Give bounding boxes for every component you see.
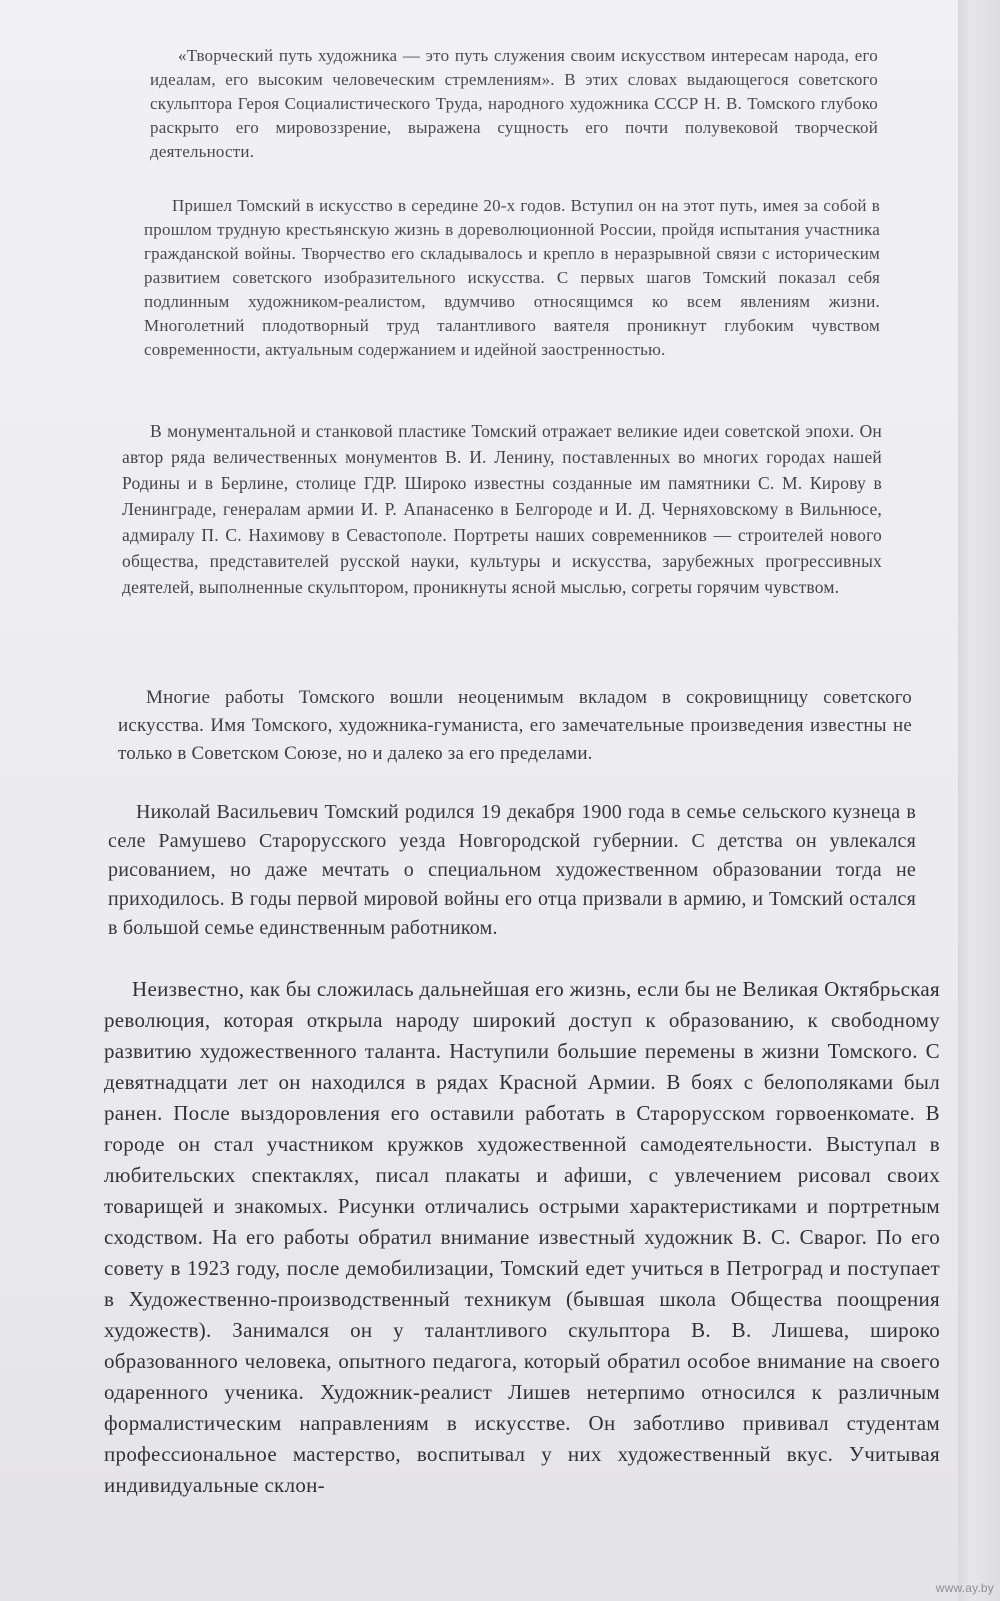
paragraph-2 <box>144 194 880 362</box>
paragraph-6-text: Неизвестно, как бы сложилась дальнейшая его жизнь, если бы не Великая Октябрьская революция, которая открыла народу широкий доступ к образованию, к свободному развитию художественного таланта. Наступили большие перемены в жизни Томского. С девятнадцати лет он находился в рядах Красной Армии. В боях с белополяками был ранен. После выздоровления его оставили работать в Старорусском горвоенкомате. В городе он стал участником кружков художественной самодеятельности. Выступал в любительских спектаклях, писал плакаты и афиши, с увлечением рисовал своих товарищей и знакомых. Рисунки отличались острыми характеристиками и портретным сходством. На его работы обратил внимание известный художник В. С. Сварог. По его совету в 1923 году, после демобилизации, Томский едет учиться в Петроград и поступает в Художественно-производственный техникум (бывшая школа Общества поощрения художеств). Занимался он у талантливого скульптора В. В. Лишева, широко образованного человека, опытного педагога, который обратил особое внимание на своего одаренного ученика. Художник-реалист Лишев нетерпимо относился к различным формалистическим направлениям в искусстве. Он заботливо прививал студентам профессиональное мастерство, воспитывал у них художественный вкус. Учитывая индивидуальные склон- <box>104 977 940 1497</box>
watermark: www.ay.by <box>935 1581 994 1595</box>
paragraph-1-text: «Творческий путь художника — это путь служения своим искусством интересам народа, его идеалам, его высоким человеческим стремлениям». В этих словах выдающегося советского скульптора Героя Социалистического Труда, народного художника СССР Н. В. Томского глубоко раскрыто его мировоззрение, выражена сущность его почти полувековой творческой деятельности. <box>150 46 878 161</box>
paragraph-6 <box>104 974 940 1501</box>
paragraph-4-text: Многие работы Томского вошли неоценимым вкладом в сокровищницу советского искусства. Имя Томского, художника-гуманиста, его замечательные произведения известны не только в Советском Союзе, но и далеко за его пределами. <box>118 687 912 764</box>
paragraph-1 <box>150 44 878 164</box>
paragraph-5 <box>108 798 916 943</box>
background-edge <box>958 0 1000 1601</box>
paragraph-4 <box>118 684 912 768</box>
paragraph-2-text: Пришел Томский в искусство в середине 20-х годов. Вступил он на этот путь, имея за собой в прошлом трудную крестьянскую жизнь в дореволюционной России, пройдя испытания участника гражданской войны. Творчество его складывалось и крепло в неразрывной связи с историческим развитием советского изобразительного искусства. С первых шагов Томский показал себя подлинным художником-реалистом, вдумчиво относящимся ко всем явлениям жизни. Многолетний плодотворный труд талантливого ваятеля проникнут глубоким чувством современности, актуальным содержанием и идейной заостренностью. <box>144 196 880 359</box>
paragraph-3 <box>122 418 882 600</box>
paragraph-5-text: Николай Васильевич Томский родился 19 декабря 1900 года в семье сельского кузнеца в селе Рамушево Старорусского уезда Новгородской губернии. С детства он увлекался рисованием, но даже мечтать о специальном художественном образовании тогда не приходилось. В годы первой мировой войны его отца призвали в армию, и Томский остался в большой семье единственным работником. <box>108 801 916 939</box>
paragraph-3-text: В монументальной и станковой пластике Томский отражает великие идеи советской эпохи. Он автор ряда величественных монументов В. И. Ленину, поставленных во многих городах нашей Родины и в Берлине, столице ГДР. Широко известны созданные им памятники С. М. Кирову в Ленинграде, генералам армии И. Р. Апанасенко в Белгороде и И. Д. Черняховскому в Вильнюсе, адмиралу П. С. Нахимову в Севастополе. Портреты наших современников — строителей нового общества, представителей русской науки, культуры и искусства, зарубежных прогрессивных деятелей, выполненные скульптором, проникнуты ясной мыслью, согреты горячим чувством. <box>122 421 882 597</box>
